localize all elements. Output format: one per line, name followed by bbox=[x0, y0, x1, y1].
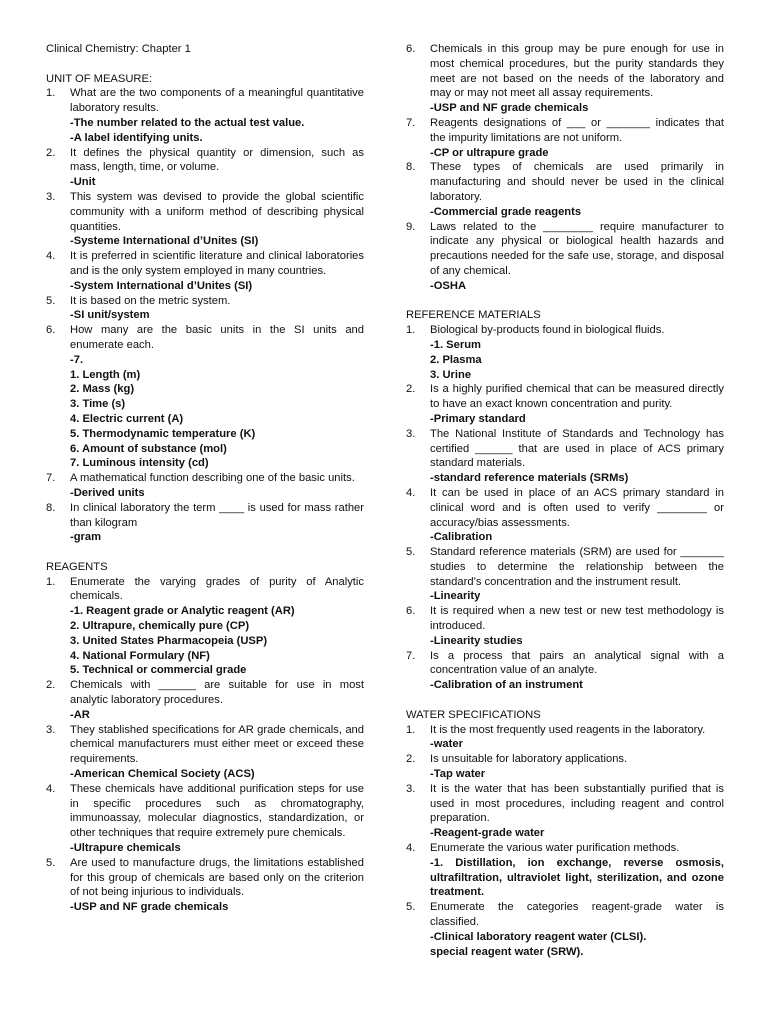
answer-text: -Primary standard bbox=[430, 412, 526, 425]
answer-text: -American Chemical Society (ACS) bbox=[70, 768, 255, 781]
question-text: It is the most frequently used reagents in the laboratory. bbox=[430, 723, 706, 736]
answer-text: 6. Amount of substance (mol) bbox=[70, 442, 227, 455]
question-number: 2. bbox=[406, 383, 416, 396]
question-text: It can be used in place of an ACS primary standard in clinical word and is often used to verify ________ or accuracy/bias assessments. bbox=[430, 486, 724, 529]
question-number: 1. bbox=[46, 575, 56, 588]
answer-text: -Systeme International d’Unites (SI) bbox=[70, 235, 259, 248]
answer-text: 4. National Formulary (NF) bbox=[70, 649, 210, 662]
question-item bbox=[406, 486, 724, 545]
question-text: How many are the basic units in the SI units and enumerate each. bbox=[70, 324, 364, 351]
question-number: 5. bbox=[406, 901, 416, 914]
question-text: In clinical laboratory the term ____ is used for mass rather than kilogram bbox=[70, 501, 364, 529]
question-number: 1. bbox=[406, 324, 416, 337]
question-item bbox=[406, 782, 724, 841]
question-number: 5. bbox=[46, 856, 56, 869]
question-item bbox=[46, 856, 364, 915]
question-text: Is unsuitable for laboratory applications. bbox=[430, 753, 628, 766]
answer-text: -gram bbox=[70, 531, 102, 544]
question-number: 3. bbox=[406, 427, 416, 440]
answer-text: -standard reference materials (SRMs) bbox=[430, 472, 629, 485]
answer-text: -Unit bbox=[70, 176, 96, 189]
question-list bbox=[46, 86, 364, 545]
question-text: What are the two components of a meaningful quantitative laboratory results. bbox=[70, 87, 364, 115]
question-text: These chemicals have additional purification steps for use in specific procedures such as chromatography, immunoassay, molecular diagnostics, standardization, or other techniques that require extremely pure chemicals. bbox=[70, 782, 364, 840]
answer-text: -Tap water bbox=[430, 768, 486, 781]
question-number: 3. bbox=[46, 190, 56, 203]
answer-text: -CP or ultrapure grade bbox=[430, 146, 549, 159]
question-text: This system was devised to provide the global scientific community with a uniform method of describing physical quantities. bbox=[70, 190, 364, 233]
question-item bbox=[406, 752, 724, 782]
question-item bbox=[46, 782, 364, 856]
answer-text: -Calibration of an instrument bbox=[430, 679, 583, 692]
question-item bbox=[46, 294, 364, 324]
answer-text: -water bbox=[430, 738, 463, 751]
question-text: It is required when a new test or new test methodology is introduced. bbox=[430, 605, 724, 633]
answer-text: special reagent water (SRW). bbox=[430, 945, 584, 958]
question-text: Standard reference materials (SRM) are used for _______ studies to determine the relationship between the standard’s concentration and the instrument result. bbox=[430, 546, 724, 588]
answer-text: 3. Urine bbox=[430, 368, 472, 381]
answer-text: -1. Distillation, ion exchange, reverse osmosis, ultrafiltration, ultraviolet light, sterilization, and ozone treatment. bbox=[430, 856, 724, 899]
question-list bbox=[406, 323, 724, 693]
answer-text: -Linearity studies bbox=[430, 634, 523, 647]
question-text: Are used to manufacture drugs, the limitations established for this group of chemicals are based only on the criterion of not being injurious to individuals. bbox=[70, 856, 364, 899]
section-heading: REFERENCE MATERIALS bbox=[406, 309, 541, 322]
question-number: 4. bbox=[406, 842, 416, 855]
question-text: It is based on the metric system. bbox=[70, 294, 231, 307]
question-item bbox=[46, 249, 364, 293]
question-text: Enumerate the various water purification methods. bbox=[430, 842, 680, 855]
question-item bbox=[406, 841, 724, 900]
question-number: 7. bbox=[46, 472, 56, 485]
question-text: Is a process that pairs an analytical signal with a concentration value of an analyte. bbox=[430, 649, 724, 677]
question-number: 6. bbox=[406, 605, 416, 618]
question-number: 4. bbox=[46, 782, 56, 795]
question-number: 9. bbox=[406, 220, 416, 233]
answer-text: 7. Luminous intensity (cd) bbox=[70, 457, 209, 470]
question-item bbox=[406, 427, 724, 486]
question-item bbox=[406, 323, 724, 382]
answer-text: -Ultrapure chemicals bbox=[70, 842, 181, 855]
question-text: It is the water that has been substantially purified that is used in most procedures, including reagent and control preparation. bbox=[430, 782, 724, 825]
question-text: The National Institute of Standards and Technology has certified ______ that are used in place of ACS primary standard materials. bbox=[430, 427, 724, 470]
answer-text: -Derived units bbox=[70, 486, 145, 499]
answer-text: -Reagent-grade water bbox=[430, 827, 545, 840]
question-text: Enumerate the varying grades of purity of Analytic chemicals. bbox=[70, 575, 364, 603]
answer-text: 2. Mass (kg) bbox=[70, 383, 135, 396]
question-number: 4. bbox=[46, 250, 56, 263]
answer-text: -AR bbox=[70, 708, 90, 721]
answer-text: -SI unit/system bbox=[70, 309, 150, 322]
question-item bbox=[406, 116, 724, 160]
question-item bbox=[46, 723, 364, 782]
question-text: Chemicals with ______ are suitable for use in most analytic laboratory procedures. bbox=[70, 679, 364, 707]
question-text: Enumerate the categories reagent-grade water is classified. bbox=[430, 901, 724, 929]
question-number: 4. bbox=[406, 486, 416, 499]
answer-text: 1. Length (m) bbox=[70, 368, 141, 381]
question-number: 2. bbox=[46, 146, 56, 159]
right-column bbox=[406, 42, 724, 974]
question-text: Is a highly purified chemical that can be measured directly to have an exact known concentration and purity. bbox=[430, 383, 724, 411]
question-item bbox=[406, 220, 724, 294]
answer-text: -1. Reagent grade or Analytic reagent (AR) bbox=[70, 605, 295, 618]
question-section bbox=[406, 308, 724, 693]
question-text: Biological by-products found in biological fluids. bbox=[430, 324, 665, 337]
question-list bbox=[406, 723, 724, 960]
answer-text: -1. Serum bbox=[430, 338, 481, 351]
document-title: Clinical Chemistry: Chapter 1 bbox=[46, 43, 191, 55]
answer-text: 3. United States Pharmacopeia (USP) bbox=[70, 634, 268, 647]
question-item bbox=[406, 723, 724, 753]
question-text: A mathematical function describing one of the basic units. bbox=[70, 472, 355, 485]
question-item bbox=[46, 678, 364, 722]
question-number: 5. bbox=[406, 546, 416, 559]
question-number: 8. bbox=[46, 501, 56, 514]
answer-text: -USP and NF grade chemicals bbox=[430, 102, 589, 115]
section-heading: WATER SPECIFICATIONS bbox=[406, 708, 541, 721]
question-text: Chemicals in this group may be pure enough for use in most chemical procedures, but the purity standards they meet are not based on the needs of the laboratory and may or may not meet all assay requirements. bbox=[430, 43, 724, 100]
answer-text: -System International d’Unites (SI) bbox=[70, 279, 253, 292]
answer-text: 2. Plasma bbox=[430, 353, 482, 366]
question-item bbox=[406, 160, 724, 219]
section-heading: REAGENTS bbox=[46, 560, 108, 573]
answer-text: -7. bbox=[70, 353, 84, 366]
answer-text: -Commercial grade reagents bbox=[430, 205, 582, 218]
question-text: They stablished specifications for AR grade chemicals, and chemical manufacturers must either meet or exceed these requirements. bbox=[70, 723, 364, 766]
question-number: 7. bbox=[406, 649, 416, 662]
question-number: 5. bbox=[46, 294, 56, 307]
question-number: 2. bbox=[46, 679, 56, 692]
question-item bbox=[46, 323, 364, 471]
question-item bbox=[46, 501, 364, 545]
question-item bbox=[406, 604, 724, 648]
question-number: 6. bbox=[46, 324, 56, 337]
question-item bbox=[46, 190, 364, 249]
answer-text: -The number related to the actual test value. bbox=[70, 116, 305, 129]
question-item bbox=[406, 382, 724, 426]
question-number: 7. bbox=[406, 116, 416, 129]
question-number: 3. bbox=[46, 723, 56, 736]
question-list bbox=[406, 42, 724, 294]
question-number: 8. bbox=[406, 161, 416, 174]
question-item bbox=[406, 900, 724, 959]
question-list bbox=[46, 575, 364, 915]
question-item bbox=[46, 86, 364, 145]
question-text: Laws related to the ________ require manufacturer to indicate any physical or biological health hazards and precautions needed for the safe use, storage, and disposal of any chemical. bbox=[430, 220, 724, 277]
question-item bbox=[406, 545, 724, 604]
question-text: It is preferred in scientific literature and clinical laboratories and is the only system employed in many countries. bbox=[70, 250, 364, 277]
question-text: It defines the physical quantity or dimension, such as mass, length, time, or volume. bbox=[70, 146, 364, 174]
answer-text: -OSHA bbox=[430, 279, 467, 292]
question-section bbox=[406, 42, 724, 294]
answer-text: -Linearity bbox=[430, 590, 481, 603]
question-number: 3. bbox=[406, 782, 416, 795]
answer-text: 5. Technical or commercial grade bbox=[70, 664, 247, 677]
question-text: These types of chemicals are used primarily in manufacturing and should never be used in the clinical laboratory. bbox=[430, 161, 724, 203]
question-item bbox=[46, 575, 364, 679]
section-heading: UNIT OF MEASURE: bbox=[46, 72, 153, 85]
question-item bbox=[46, 146, 364, 190]
answer-text: -Calibration bbox=[430, 531, 493, 544]
left-column bbox=[46, 42, 364, 930]
answer-text: 5. Thermodynamic temperature (K) bbox=[70, 427, 256, 440]
question-number: 1. bbox=[46, 87, 56, 100]
question-item bbox=[406, 42, 724, 116]
question-section bbox=[46, 560, 364, 915]
answer-text: -USP and NF grade chemicals bbox=[70, 901, 229, 914]
question-number: 1. bbox=[406, 723, 416, 736]
question-item bbox=[406, 649, 724, 693]
answer-text: -Clinical laboratory reagent water (CLSI). bbox=[430, 930, 647, 943]
question-number: 2. bbox=[406, 753, 416, 766]
question-item bbox=[46, 471, 364, 501]
question-text: Reagents designations of ___ or _______ indicates that the impurity limitations are not uniform. bbox=[430, 116, 724, 144]
question-number: 6. bbox=[406, 43, 416, 55]
answer-text: 2. Ultrapure, chemically pure (CP) bbox=[70, 620, 250, 633]
answer-text: -A label identifying units. bbox=[70, 131, 203, 144]
answer-text: 4. Electric current (A) bbox=[70, 412, 184, 425]
question-section bbox=[46, 72, 364, 546]
question-section bbox=[406, 708, 724, 960]
answer-text: 3. Time (s) bbox=[70, 398, 126, 411]
